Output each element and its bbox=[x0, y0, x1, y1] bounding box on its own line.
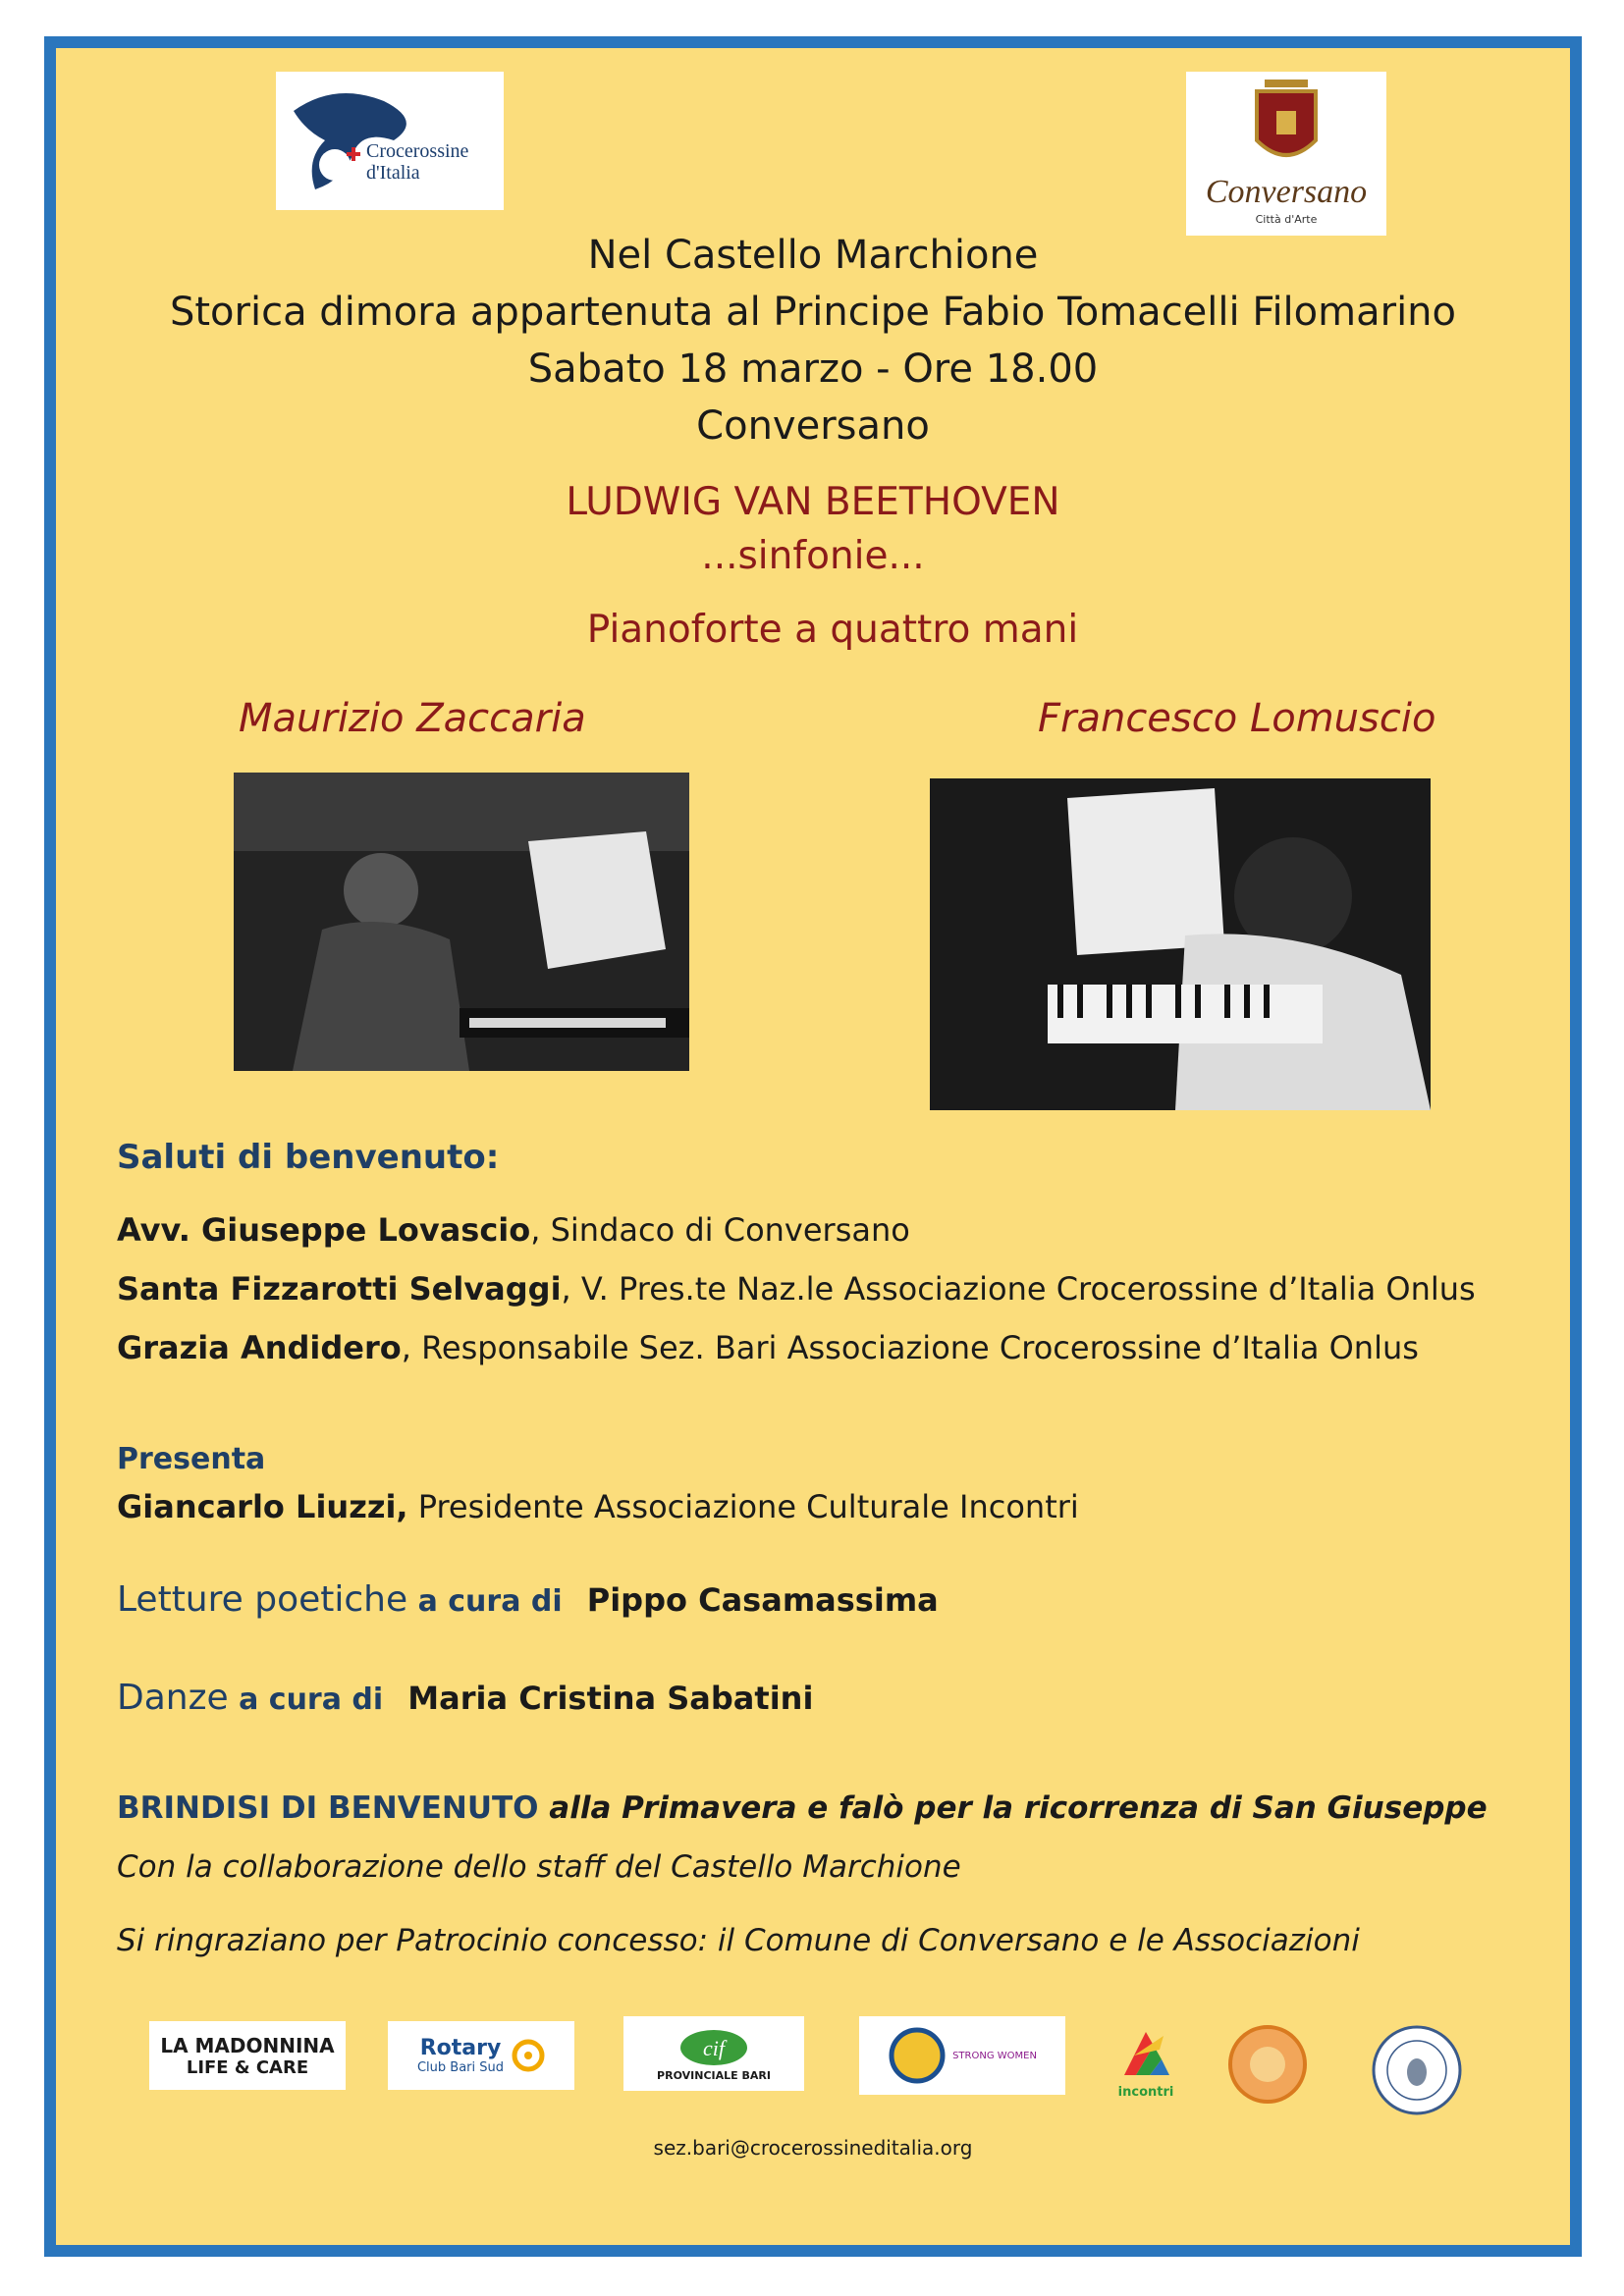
performer-photo-2 bbox=[930, 778, 1431, 1110]
sponsor-madonnina-line2: LIFE & CARE bbox=[186, 2056, 309, 2078]
community-seal-icon bbox=[1370, 2023, 1464, 2117]
performer-name-1: Maurizio Zaccaria bbox=[239, 696, 586, 741]
greeting-name: Grazia Andidero bbox=[117, 1329, 402, 1366]
sponsor-strong-women bbox=[859, 2016, 1065, 2095]
toast-text: alla Primavera e falò per la ricorrenza di San Giuseppe bbox=[538, 1790, 1488, 1826]
dances-label: Danze bbox=[117, 1678, 229, 1718]
performer-name-2: Francesco Lomuscio bbox=[1038, 696, 1436, 741]
sponsor-rotary bbox=[388, 2021, 574, 2090]
medical-association-seal-icon bbox=[1226, 2023, 1309, 2106]
readings-line bbox=[117, 1579, 939, 1620]
sponsor-comunita-seal bbox=[1370, 2023, 1464, 2117]
greeting-name: Avv. Giuseppe Lovascio bbox=[117, 1211, 531, 1249]
greeting-role: , Sindaco di Conversano bbox=[530, 1211, 910, 1249]
sponsor-rotary-line1: Rotary bbox=[419, 2036, 502, 2060]
collaboration-line: Con la collaborazione dello staff del Castello Marchione bbox=[117, 1849, 961, 1885]
dances-name: Maria Cristina Sabatini bbox=[407, 1680, 814, 1717]
greetings-heading: Saluti di benvenuto: bbox=[117, 1138, 500, 1177]
cif-logo-icon bbox=[675, 2026, 753, 2069]
greeting-role: , Responsabile Sez. Bari Associazione Crocerossine d’Italia Onlus bbox=[401, 1329, 1419, 1366]
dances-cura: a cura di bbox=[228, 1682, 384, 1717]
thanks-line: Si ringraziano per Patrocinio concesso: il Comune di Conversano e le Associazioni bbox=[117, 1923, 1360, 1958]
conversano-logo-text: Conversano bbox=[1205, 174, 1368, 210]
crocerossine-logo bbox=[276, 72, 504, 210]
toast-line bbox=[117, 1790, 1488, 1826]
poster-frame bbox=[44, 36, 1582, 2257]
readings-name: Pippo Casamassima bbox=[586, 1581, 939, 1619]
composer-title: LUDWIG VAN BEETHOVEN bbox=[566, 480, 1060, 524]
city-line: Conversano bbox=[696, 403, 930, 449]
program-subtitle: ...sinfonie... bbox=[701, 534, 925, 578]
sponsor-incontri-text: incontri bbox=[1117, 2084, 1174, 2100]
conversano-logo bbox=[1186, 72, 1386, 236]
readings-label: Letture poetiche bbox=[117, 1579, 408, 1620]
conversano-logo-subtitle: Città d'Arte bbox=[1255, 213, 1318, 226]
venue-line: Nel Castello Marchione bbox=[587, 233, 1039, 278]
presenter-name: Giancarlo Liuzzi, bbox=[117, 1488, 408, 1525]
presenter-heading: Presenta bbox=[117, 1442, 266, 1476]
crocerossine-logo-text: Crocerossine d'Italia bbox=[366, 140, 469, 184]
svg-text:cif: cif bbox=[703, 2035, 725, 2060]
greeting-item-2 bbox=[117, 1270, 1476, 1308]
date-line: Sabato 18 marzo - Ore 18.00 bbox=[527, 347, 1099, 392]
rotary-seal-icon bbox=[888, 2026, 947, 2085]
greeting-name: Santa Fizzarotti Selvaggi bbox=[117, 1270, 562, 1308]
pianist-photo-icon bbox=[930, 778, 1431, 1110]
program-format: Pianoforte a quattro mani bbox=[586, 608, 1079, 652]
sponsor-cif bbox=[623, 2016, 804, 2091]
sponsor-madonnina-line1: LA MADONNINA bbox=[160, 2033, 335, 2057]
greeting-item-3 bbox=[117, 1329, 1419, 1366]
presenter-line bbox=[117, 1488, 1079, 1525]
sponsor-madonnina bbox=[149, 2021, 346, 2090]
rotary-wheel-icon bbox=[512, 2039, 545, 2072]
dances-line bbox=[117, 1678, 813, 1718]
sponsor-rotary-line2: Club Bari Sud bbox=[416, 2060, 505, 2075]
incontri-logo-icon bbox=[1114, 2026, 1177, 2085]
contact-email[interactable]: sez.bari@crocerossineditalia.org bbox=[653, 2136, 973, 2160]
sponsor-incontri bbox=[1107, 2021, 1185, 2104]
sponsor-cif-text: PROVINCIALE BARI bbox=[657, 2068, 771, 2082]
greeting-role: , V. Pres.te Naz.le Associazione Crocerossine d’Italia Onlus bbox=[561, 1270, 1476, 1308]
readings-cura: a cura di bbox=[407, 1584, 563, 1619]
sponsor-sanitari-seal bbox=[1226, 2023, 1309, 2106]
sponsor-strong-women-text: STRONG WOMEN bbox=[952, 2050, 1037, 2061]
presenter-role: Presidente Associazione Culturale Incontri bbox=[407, 1488, 1079, 1525]
greeting-item-1 bbox=[117, 1211, 910, 1249]
toast-label: BRINDISI DI BENVENUTO bbox=[117, 1790, 539, 1826]
performer-photo-1 bbox=[234, 773, 689, 1071]
history-line: Storica dimora appartenuta al Principe Fabio Tomacelli Filomarino bbox=[169, 290, 1457, 335]
pianist-photo-icon bbox=[234, 773, 689, 1071]
